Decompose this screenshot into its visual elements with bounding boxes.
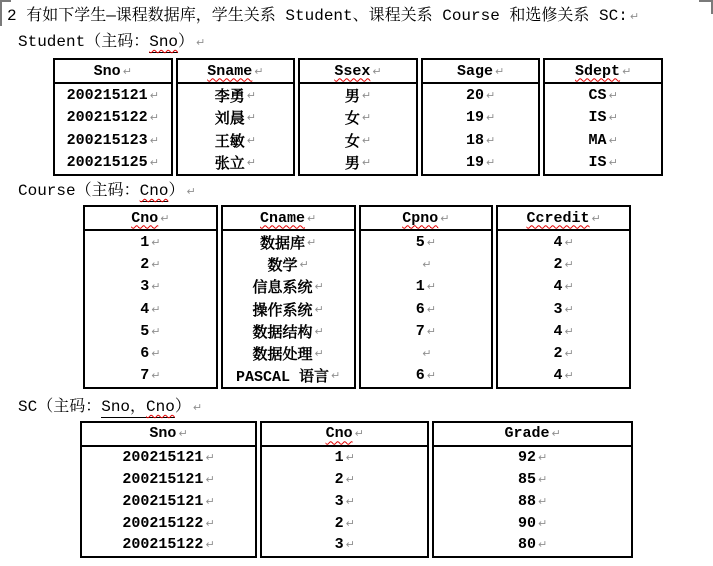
table-cell	[55, 84, 171, 106]
table-cell	[423, 129, 539, 151]
cell-value: 6	[415, 367, 425, 385]
cell-value: 88	[518, 492, 537, 510]
cell-value: 90	[518, 514, 537, 532]
cell-value: 200215121	[122, 449, 204, 467]
cell-value: 2	[553, 256, 563, 274]
cell-value: 女	[344, 111, 360, 129]
cell-value: 2	[140, 256, 150, 274]
table-cell	[85, 365, 216, 387]
table-cell	[434, 534, 631, 556]
header-text: Ccredit	[526, 209, 590, 227]
table-cell	[434, 490, 631, 512]
header-text: Sname	[207, 62, 253, 80]
header-text: Grade	[504, 425, 550, 443]
cell-value: 200215121	[122, 470, 204, 488]
cell-value: 92	[518, 449, 537, 467]
table-cell	[178, 84, 294, 106]
cell-value: 刘晨	[214, 111, 245, 129]
sc-column-cno	[260, 421, 429, 558]
table-cell	[85, 343, 216, 365]
cell-value: IS	[588, 109, 607, 127]
table-cell	[498, 276, 629, 298]
sc-relation-heading	[18, 397, 202, 418]
primary-key-text: Sno，	[101, 398, 147, 416]
cell-value: 200215122	[122, 536, 204, 554]
cell-value: 张立	[214, 156, 245, 174]
course-column-ccredit	[496, 205, 631, 389]
header-text: Sage	[456, 62, 493, 80]
table-cell	[223, 231, 354, 253]
table-cell	[498, 298, 629, 320]
table-cell	[300, 107, 416, 129]
course-table	[83, 205, 631, 389]
cell-value: 200215125	[66, 154, 148, 172]
header-text: Ssex	[334, 62, 371, 80]
primary-key-text: Cno	[146, 398, 175, 416]
table-cell	[361, 298, 492, 320]
cell-value: 5	[415, 233, 425, 251]
cell-value: 5	[140, 322, 150, 340]
column-header	[498, 207, 629, 231]
table-cell	[545, 84, 661, 106]
header-text: Cno	[131, 209, 159, 227]
table-cell	[434, 447, 631, 469]
problem-statement-text: 2 有如下学生—课程数据库，学生关系 Student、课程关系 Course 和选修关系 SC:	[7, 7, 628, 25]
table-cell	[223, 254, 354, 276]
cell-value: 200215122	[66, 109, 148, 127]
cell-value: 200215122	[122, 514, 204, 532]
student-column-ssex	[298, 58, 418, 176]
cell-value: 200215121	[122, 492, 204, 510]
cell-value: 数据库	[260, 235, 306, 253]
cell-value: 数学	[267, 258, 298, 276]
table-cell	[223, 298, 354, 320]
table-cell	[223, 343, 354, 365]
cell-value: IS	[588, 154, 607, 172]
sc-column-grade	[432, 421, 633, 558]
cell-value: MA	[588, 131, 607, 149]
header-text: Sno	[93, 62, 121, 80]
table-cell	[85, 254, 216, 276]
cell-value: 85	[518, 470, 537, 488]
table-cell	[300, 129, 416, 151]
cell-value: 3	[334, 492, 344, 510]
table-cell	[498, 254, 629, 276]
course-relation-heading	[18, 181, 196, 202]
cell-value: 2	[334, 470, 344, 488]
column-header	[55, 60, 171, 84]
cell-value: 3	[140, 278, 150, 296]
primary-key-underline	[101, 398, 175, 418]
cell-value: 男	[344, 89, 360, 107]
student-relation-heading	[18, 32, 205, 53]
column-header	[85, 207, 216, 231]
column-header	[434, 423, 631, 447]
cell-value: 3	[334, 536, 344, 554]
table-cell	[82, 534, 255, 556]
cell-value: 信息系统	[252, 280, 313, 298]
table-cell	[55, 107, 171, 129]
primary-key-text: Cno	[139, 182, 169, 200]
table-cell	[178, 129, 294, 151]
cell-value: CS	[588, 87, 607, 105]
cell-value: 18	[465, 131, 484, 149]
column-header	[223, 207, 354, 231]
table-cell	[178, 152, 294, 174]
table-cell	[300, 152, 416, 174]
header-text: Sdept	[575, 62, 621, 80]
table-cell	[434, 512, 631, 534]
cell-value: 20	[465, 87, 484, 105]
table-cell	[423, 84, 539, 106]
cell-value: 3	[553, 300, 563, 318]
table-cell	[361, 276, 492, 298]
table-cell	[85, 298, 216, 320]
cell-value: 王敏	[214, 133, 245, 151]
column-header	[545, 60, 661, 84]
course-column-cpno	[359, 205, 494, 389]
problem-statement-line	[7, 6, 639, 27]
cell-value: 男	[344, 156, 360, 174]
table-cell	[300, 84, 416, 106]
table-cell	[434, 469, 631, 491]
cell-value: 4	[553, 233, 563, 251]
column-header	[82, 423, 255, 447]
cell-value: 200215123	[66, 131, 148, 149]
table-cell	[545, 152, 661, 174]
table-cell	[178, 107, 294, 129]
student-table	[53, 58, 663, 176]
table-cell	[498, 231, 629, 253]
table-cell	[223, 320, 354, 342]
heading-suffix: ）	[174, 398, 191, 416]
cell-value: 4	[140, 300, 150, 318]
column-header	[178, 60, 294, 84]
cell-value: 80	[518, 536, 537, 554]
heading-suffix: ）	[178, 33, 195, 51]
cell-value: 操作系统	[252, 302, 313, 320]
table-cell	[361, 254, 492, 276]
cell-value: PASCAL 语言	[236, 369, 330, 387]
primary-key-underline	[149, 33, 178, 53]
table-cell	[82, 447, 255, 469]
cell-value: 7	[415, 322, 425, 340]
table-cell	[498, 343, 629, 365]
table-cell	[262, 469, 427, 491]
heading-prefix: Student（主码：	[18, 33, 150, 51]
table-cell	[262, 447, 427, 469]
table-cell	[82, 512, 255, 534]
cell-value: 2	[553, 345, 563, 363]
table-cell	[498, 320, 629, 342]
cell-value: 4	[553, 278, 563, 296]
cell-value: 6	[140, 345, 150, 363]
table-cell	[423, 152, 539, 174]
cell-value: 4	[553, 367, 563, 385]
header-text: Cno	[325, 425, 353, 443]
table-cell	[85, 320, 216, 342]
cell-value: 李勇	[214, 89, 245, 107]
cell-value: 数据结构	[252, 324, 313, 342]
table-cell	[545, 129, 661, 151]
sc-table	[80, 421, 633, 558]
cell-value: 女	[344, 133, 360, 151]
table-cell	[361, 231, 492, 253]
table-cell	[85, 276, 216, 298]
header-text: Cpno	[402, 209, 439, 227]
cell-value: 6	[415, 300, 425, 318]
cell-value: 数据处理	[252, 347, 313, 365]
cell-value: 7	[140, 367, 150, 385]
table-cell	[423, 107, 539, 129]
student-column-sname	[176, 58, 296, 176]
heading-suffix: ）	[168, 182, 185, 200]
primary-key-underline	[140, 182, 169, 202]
table-cell	[82, 490, 255, 512]
header-text: Sno	[149, 425, 177, 443]
sc-column-sno	[80, 421, 257, 558]
cell-value: 1	[140, 233, 150, 251]
table-cell	[361, 365, 492, 387]
primary-key-text: Sno	[149, 33, 179, 51]
cell-value: 1	[415, 278, 425, 296]
table-cell	[55, 129, 171, 151]
table-cell	[262, 534, 427, 556]
table-cell	[262, 490, 427, 512]
table-cell	[361, 343, 492, 365]
column-header	[361, 207, 492, 231]
table-cell	[361, 320, 492, 342]
column-header	[262, 423, 427, 447]
cell-value: 1	[334, 449, 344, 467]
student-column-sage	[421, 58, 541, 176]
column-header	[300, 60, 416, 84]
course-column-cname	[221, 205, 356, 389]
cell-value: 4	[553, 322, 563, 340]
table-cell	[262, 512, 427, 534]
table-cell	[82, 469, 255, 491]
column-header	[423, 60, 539, 84]
student-column-sdept	[543, 58, 663, 176]
table-cell	[85, 231, 216, 253]
cell-value: 19	[465, 109, 484, 127]
table-cell	[223, 365, 354, 387]
table-cell	[55, 152, 171, 174]
table-cell	[498, 365, 629, 387]
heading-prefix: SC（主码：	[18, 398, 102, 416]
cell-value: 200215121	[66, 87, 148, 105]
cell-value: 19	[465, 154, 484, 172]
cell-value: 2	[334, 514, 344, 532]
course-column-cno	[83, 205, 218, 389]
header-text: Cname	[260, 209, 306, 227]
student-column-sno	[53, 58, 173, 176]
table-cell	[545, 107, 661, 129]
heading-prefix: Course（主码：	[18, 182, 140, 200]
table-cell	[223, 276, 354, 298]
crop-corner-top-right	[699, 0, 713, 14]
